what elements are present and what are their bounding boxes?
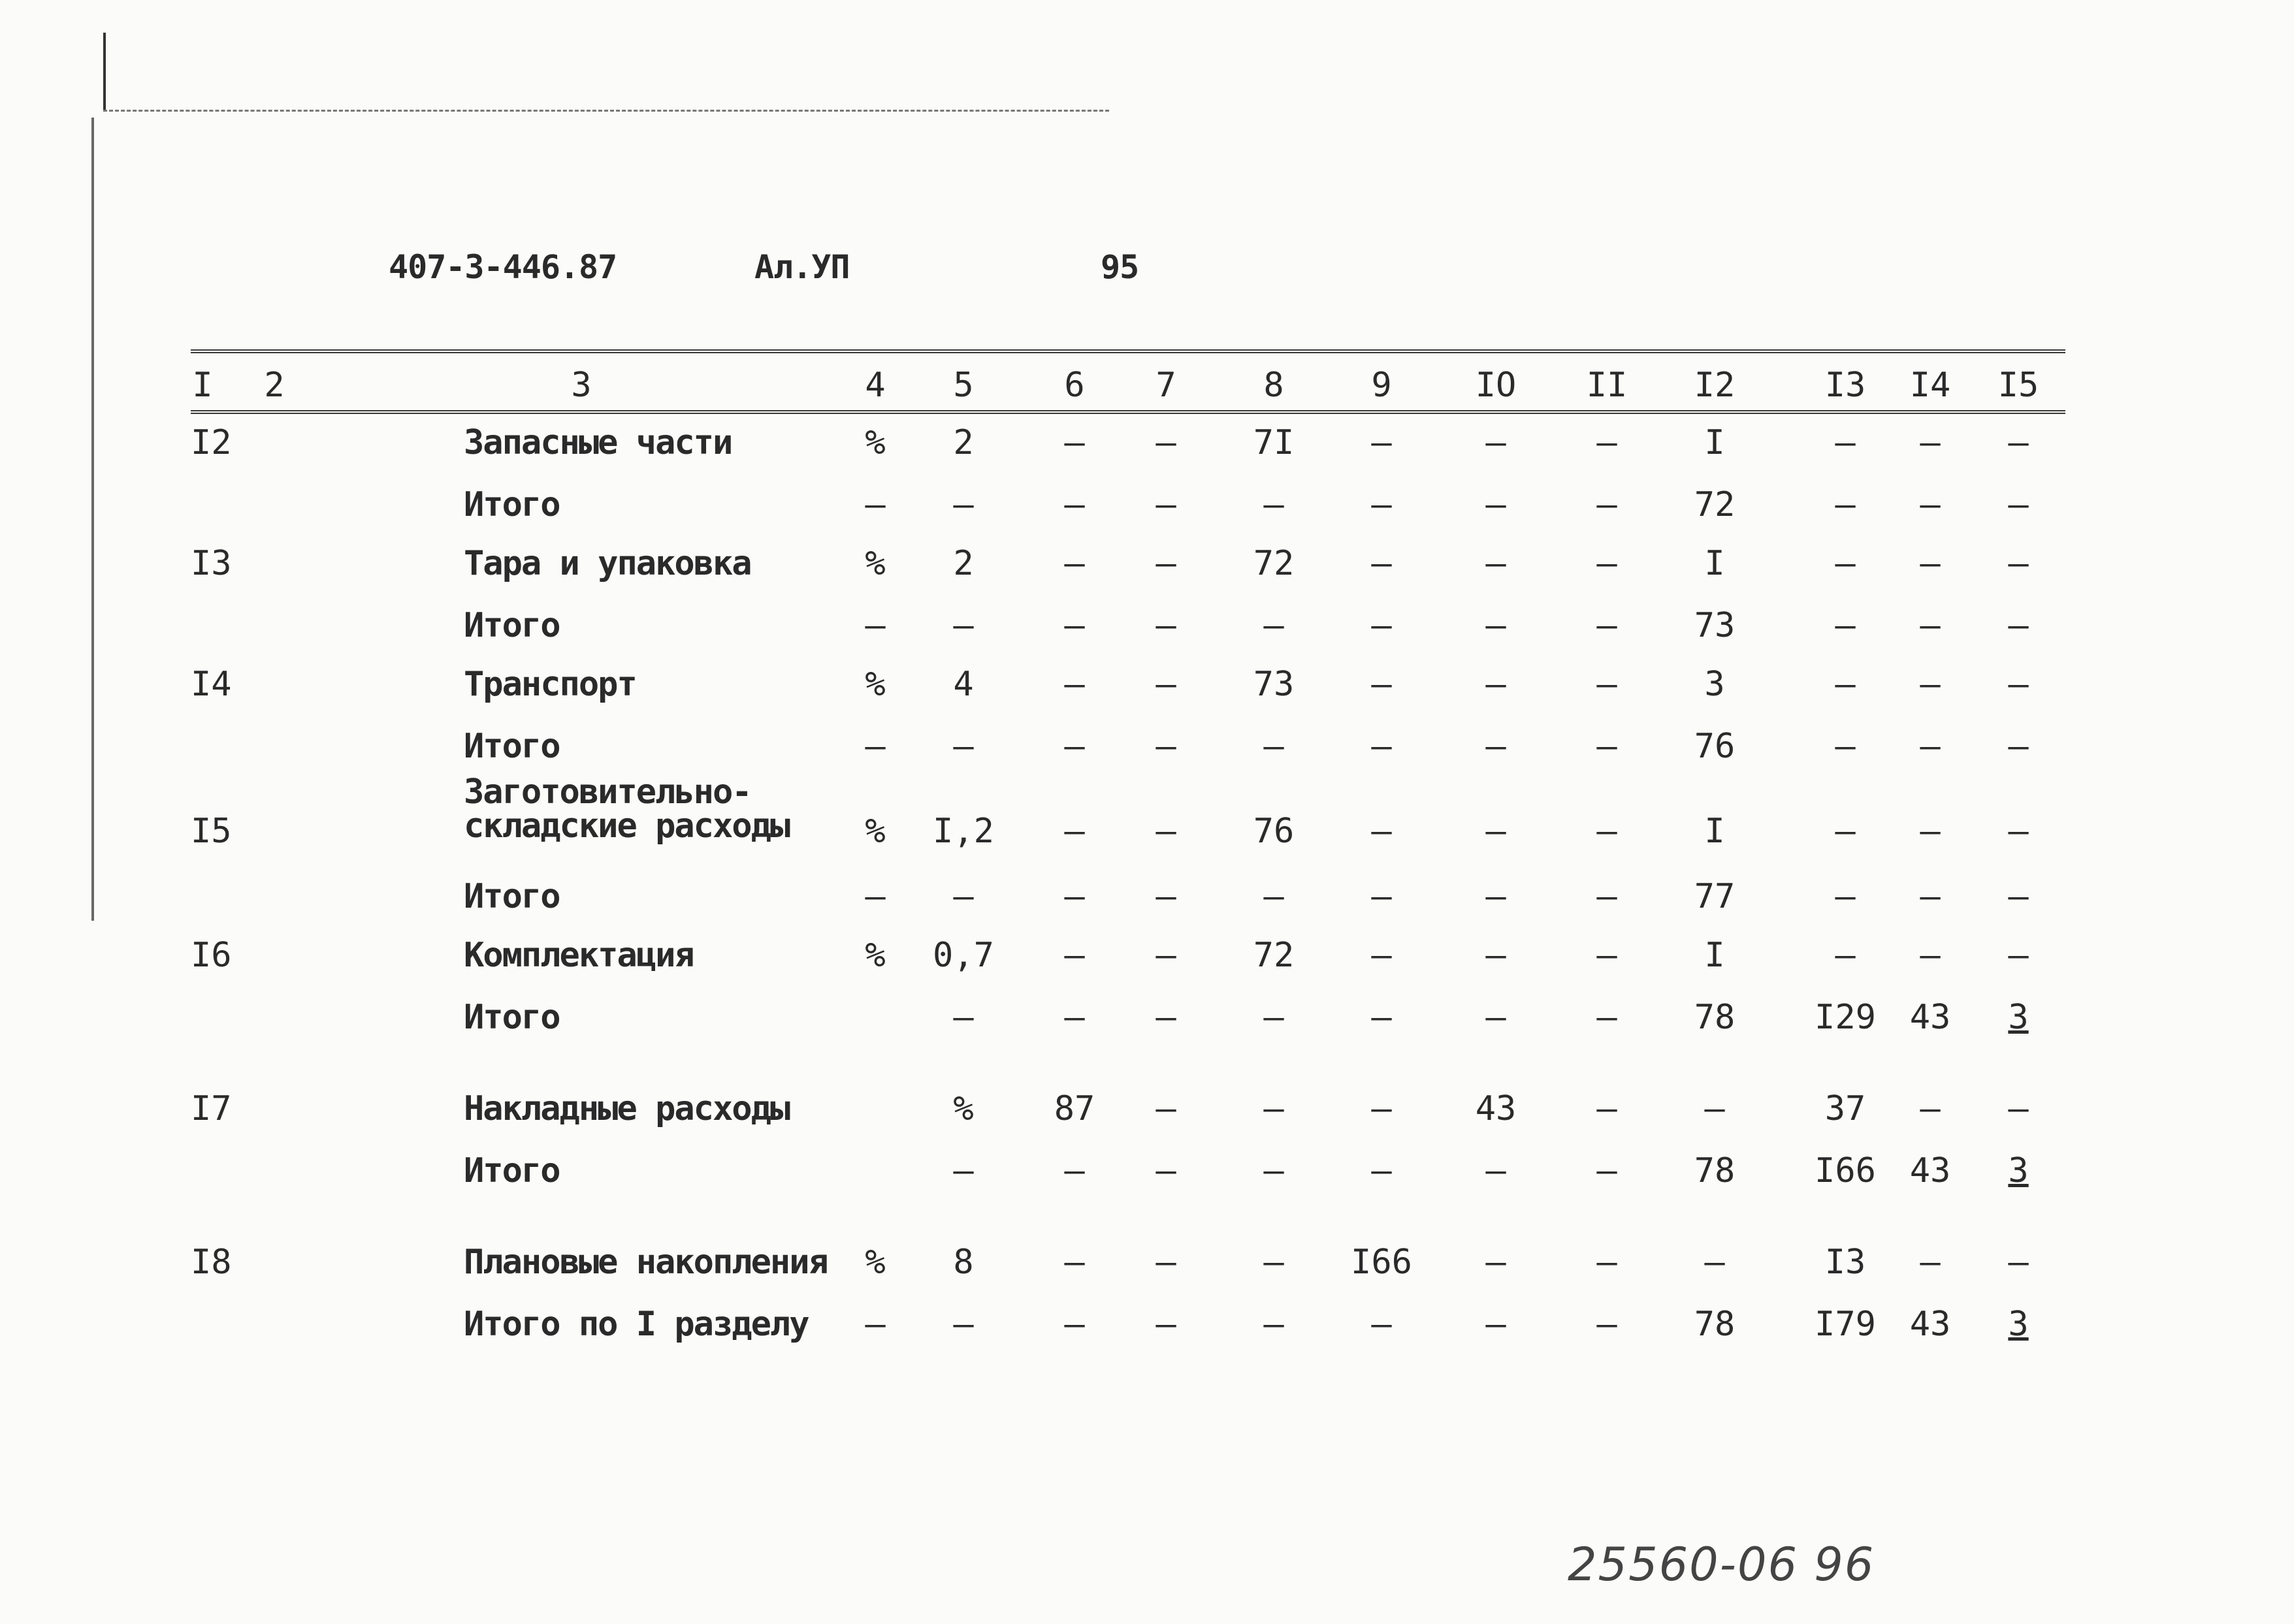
cell-r6-c4: % — [865, 812, 886, 851]
cell-r4-c7: – — [1155, 665, 1176, 704]
cell-r7-c15: – — [2008, 877, 2029, 916]
cell-r10-c13: 37 — [1824, 1089, 1866, 1128]
cell-r7-c14: – — [1920, 877, 1941, 916]
cell-r13-c8: – — [1263, 1305, 1284, 1344]
cell-r1-c10: – — [1485, 485, 1506, 524]
cell-r10-c7: – — [1155, 1089, 1176, 1128]
cell-r9-c7: – — [1155, 998, 1176, 1037]
cell-r4-c4: % — [865, 665, 886, 704]
page-number: 95 — [1101, 248, 1139, 286]
cell-r5-c9: – — [1371, 727, 1392, 766]
cell-r8-c14: – — [1920, 936, 1941, 975]
cell-r10-c5: % — [953, 1089, 974, 1128]
cell-r6-c1: I5 — [191, 812, 232, 851]
cell-r3-c8: – — [1263, 606, 1284, 645]
column-header-3: 3 — [571, 366, 592, 405]
column-header-8: 8 — [1263, 366, 1284, 405]
cell-r4-c5: 4 — [953, 665, 974, 704]
cell-r1-c15: – — [2008, 485, 2029, 524]
cell-r9-c3: Итого — [464, 998, 560, 1037]
cell-r2-c15: – — [2008, 544, 2029, 583]
binder-line-horizontal — [103, 110, 1109, 112]
cell-r6-c8: 76 — [1253, 812, 1295, 851]
cell-r10-c12: – — [1704, 1089, 1725, 1128]
cell-r0-c7: – — [1155, 423, 1176, 462]
cell-r9-c8: – — [1263, 998, 1284, 1037]
cell-r9-c15: 3 — [2008, 998, 2029, 1037]
cell-r12-c7: – — [1155, 1243, 1176, 1282]
cell-r7-c13: – — [1835, 877, 1856, 916]
cell-r0-c3: Запасные части — [464, 423, 732, 462]
cell-r9-c6: – — [1064, 998, 1085, 1037]
cell-r3-c7: – — [1155, 606, 1176, 645]
cell-r12-c3: Плановые накопления — [464, 1243, 828, 1282]
cell-r4-c1: I4 — [191, 665, 232, 704]
cell-r6-c14: – — [1920, 812, 1941, 851]
cell-r11-c3: Итого — [464, 1151, 560, 1190]
cell-r13-c15: 3 — [2008, 1305, 2029, 1344]
cell-r13-c12: 78 — [1694, 1305, 1736, 1344]
cell-r10-c10: 43 — [1475, 1089, 1517, 1128]
cell-r2-c12: I — [1704, 544, 1725, 583]
cell-r8-c1: I6 — [191, 936, 232, 975]
cell-r6-c13: – — [1835, 812, 1856, 851]
cell-r5-c7: – — [1155, 727, 1176, 766]
cell-r10-c6: 87 — [1054, 1089, 1095, 1128]
cell-r3-c11: – — [1596, 606, 1617, 645]
cell-r11-c12: 78 — [1694, 1151, 1736, 1190]
cell-r1-c12: 72 — [1694, 485, 1736, 524]
cell-r4-c12: 3 — [1704, 665, 1725, 704]
cell-r3-c3: Итого — [464, 606, 560, 645]
cell-r0-c10: – — [1485, 423, 1506, 462]
cell-r4-c13: – — [1835, 665, 1856, 704]
cell-r5-c13: – — [1835, 727, 1856, 766]
cell-r12-c12: – — [1704, 1243, 1725, 1282]
cell-r9-c12: 78 — [1694, 998, 1736, 1037]
column-header-7: 7 — [1155, 366, 1176, 405]
cell-r6-c3: Заготовительно- — [464, 772, 751, 812]
cell-r1-c14: – — [1920, 485, 1941, 524]
cell-r6-c6: – — [1064, 812, 1085, 851]
cell-r7-c7: – — [1155, 877, 1176, 916]
cell-r10-c11: – — [1596, 1089, 1617, 1128]
cell-r2-c9: – — [1371, 544, 1392, 583]
cell-r8-c15: – — [2008, 936, 2029, 975]
cell-r8-c10: – — [1485, 936, 1506, 975]
cell-r8-c8: 72 — [1253, 936, 1295, 975]
cell-r0-c11: – — [1596, 423, 1617, 462]
cell-r8-c4: % — [865, 936, 886, 975]
cell-r0-c15: – — [2008, 423, 2029, 462]
cell-r13-c14: 43 — [1909, 1305, 1951, 1344]
cell-r0-c9: – — [1371, 423, 1392, 462]
cell-r7-c10: – — [1485, 877, 1506, 916]
cell-r6-c11: – — [1596, 812, 1617, 851]
cell-r9-c13: I29 — [1815, 998, 1876, 1037]
cell-r13-c5: – — [953, 1305, 974, 1344]
cell-r7-c6: – — [1064, 877, 1085, 916]
cell-r1-c6: – — [1064, 485, 1085, 524]
cell-r6-c15: – — [2008, 812, 2029, 851]
cell-r13-c11: – — [1596, 1305, 1617, 1344]
cell-r3-c13: – — [1835, 606, 1856, 645]
cell-r6-c3b: складские расходы — [464, 806, 790, 846]
cell-r1-c7: – — [1155, 485, 1176, 524]
cell-r1-c9: – — [1371, 485, 1392, 524]
cell-r12-c14: – — [1920, 1243, 1941, 1282]
cell-r5-c12: 76 — [1694, 727, 1736, 766]
cell-r8-c9: – — [1371, 936, 1392, 975]
cell-r12-c4: % — [865, 1243, 886, 1282]
cell-r3-c5: – — [953, 606, 974, 645]
cell-r7-c3: Итого — [464, 877, 560, 916]
cell-r10-c8: – — [1263, 1089, 1284, 1128]
cell-r2-c6: – — [1064, 544, 1085, 583]
cell-r13-c13: I79 — [1815, 1305, 1876, 1344]
cell-r11-c10: – — [1485, 1151, 1506, 1190]
cell-r2-c11: – — [1596, 544, 1617, 583]
cell-r2-c1: I3 — [191, 544, 232, 583]
column-header-11: II — [1586, 366, 1628, 405]
cell-r11-c13: I66 — [1815, 1151, 1876, 1190]
cell-r13-c10: – — [1485, 1305, 1506, 1344]
cell-r11-c15: 3 — [2008, 1151, 2029, 1190]
cell-r12-c15: – — [2008, 1243, 2029, 1282]
cell-r0-c8: 7I — [1253, 423, 1295, 462]
table-header-rule — [191, 410, 2065, 414]
cell-r8-c5: 0,7 — [933, 936, 994, 975]
column-header-15: I5 — [1997, 366, 2039, 405]
cell-r9-c10: – — [1485, 998, 1506, 1037]
cell-r5-c10: – — [1485, 727, 1506, 766]
cell-r1-c8: – — [1263, 485, 1284, 524]
column-header-14: I4 — [1909, 366, 1951, 405]
cell-r5-c3: Итого — [464, 727, 560, 766]
cell-r1-c5: – — [953, 485, 974, 524]
cell-r9-c11: – — [1596, 998, 1617, 1037]
cell-r12-c10: – — [1485, 1243, 1506, 1282]
cell-r12-c5: 8 — [953, 1243, 974, 1282]
doc-code: 407-3-446.87 — [389, 248, 617, 286]
cell-r4-c10: – — [1485, 665, 1506, 704]
column-header-5: 5 — [953, 366, 974, 405]
cell-r4-c11: – — [1596, 665, 1617, 704]
cell-r6-c12: I — [1704, 812, 1725, 851]
cell-r7-c12: 77 — [1694, 877, 1736, 916]
cell-r4-c8: 73 — [1253, 665, 1295, 704]
cell-r8-c12: I — [1704, 936, 1725, 975]
cell-r11-c11: – — [1596, 1151, 1617, 1190]
cell-r13-c3: Итого по I разделу — [464, 1305, 809, 1344]
cell-r1-c13: – — [1835, 485, 1856, 524]
cell-r2-c5: 2 — [953, 544, 974, 583]
cell-r3-c9: – — [1371, 606, 1392, 645]
cell-r4-c15: – — [2008, 665, 2029, 704]
cell-r11-c5: – — [953, 1151, 974, 1190]
cell-r5-c15: – — [2008, 727, 2029, 766]
cell-r2-c14: – — [1920, 544, 1941, 583]
cell-r8-c13: – — [1835, 936, 1856, 975]
cell-r7-c9: – — [1371, 877, 1392, 916]
cell-r5-c8: – — [1263, 727, 1284, 766]
cell-r10-c1: I7 — [191, 1089, 232, 1128]
column-header-6: 6 — [1064, 366, 1085, 405]
cell-r12-c11: – — [1596, 1243, 1617, 1282]
cell-r10-c15: – — [2008, 1089, 2029, 1128]
cell-r7-c5: – — [953, 877, 974, 916]
cell-r12-c6: – — [1064, 1243, 1085, 1282]
cell-r0-c5: 2 — [953, 423, 974, 462]
cell-r5-c6: – — [1064, 727, 1085, 766]
cell-r2-c3: Тара и упаковка — [464, 544, 751, 583]
cell-r13-c6: – — [1064, 1305, 1085, 1344]
handwritten-archive-number: 25560-06 96 — [1568, 1538, 1875, 1591]
cell-r12-c9: I66 — [1351, 1243, 1412, 1282]
cell-r2-c10: – — [1485, 544, 1506, 583]
cell-r3-c6: – — [1064, 606, 1085, 645]
cell-r12-c13: I3 — [1824, 1243, 1866, 1282]
cell-r9-c9: – — [1371, 998, 1392, 1037]
cell-r3-c4: – — [865, 606, 886, 645]
cell-r4-c14: – — [1920, 665, 1941, 704]
album-label: Ал.УП — [754, 248, 850, 286]
cell-r5-c5: – — [953, 727, 974, 766]
cell-r0-c13: – — [1835, 423, 1856, 462]
cell-r2-c8: 72 — [1253, 544, 1295, 583]
cell-r11-c14: 43 — [1909, 1151, 1951, 1190]
cell-r7-c11: – — [1596, 877, 1617, 916]
cell-r10-c3: Накладные расходы — [464, 1089, 790, 1128]
cell-r12-c1: I8 — [191, 1243, 232, 1282]
cell-r3-c12: 73 — [1694, 606, 1736, 645]
cell-r8-c3: Комплектация — [464, 936, 694, 975]
cell-r6-c9: – — [1371, 812, 1392, 851]
cell-r1-c4: – — [865, 485, 886, 524]
cell-r5-c11: – — [1596, 727, 1617, 766]
cell-r0-c14: – — [1920, 423, 1941, 462]
cell-r7-c8: – — [1263, 877, 1284, 916]
cell-r2-c13: – — [1835, 544, 1856, 583]
cell-r2-c4: % — [865, 544, 886, 583]
column-header-10: IO — [1475, 366, 1517, 405]
cell-r13-c7: – — [1155, 1305, 1176, 1344]
cell-r3-c10: – — [1485, 606, 1506, 645]
cell-r0-c4: % — [865, 423, 886, 462]
cell-r3-c15: – — [2008, 606, 2029, 645]
table-top-rule — [191, 349, 2065, 353]
cell-r13-c9: – — [1371, 1305, 1392, 1344]
column-header-2: 2 — [264, 366, 285, 405]
cell-r9-c5: – — [953, 998, 974, 1037]
cell-r12-c8: – — [1263, 1243, 1284, 1282]
cell-r11-c9: – — [1371, 1151, 1392, 1190]
cell-r7-c4: – — [865, 877, 886, 916]
binder-line-vertical-left — [91, 118, 94, 921]
column-header-1: I — [192, 366, 213, 405]
cell-r11-c6: – — [1064, 1151, 1085, 1190]
cell-r0-c6: – — [1064, 423, 1085, 462]
cell-r6-c10: – — [1485, 812, 1506, 851]
cell-r10-c14: – — [1920, 1089, 1941, 1128]
column-header-13: I3 — [1824, 366, 1866, 405]
cell-r3-c14: – — [1920, 606, 1941, 645]
cell-r1-c11: – — [1596, 485, 1617, 524]
cell-r5-c4: – — [865, 727, 886, 766]
cell-r8-c6: – — [1064, 936, 1085, 975]
cell-r4-c6: – — [1064, 665, 1085, 704]
cell-r8-c7: – — [1155, 936, 1176, 975]
cell-r11-c8: – — [1263, 1151, 1284, 1190]
cell-r4-c3: Транспорт — [464, 665, 636, 704]
cell-r9-c14: 43 — [1909, 998, 1951, 1037]
column-header-12: I2 — [1694, 366, 1736, 405]
cell-r6-c5: I,2 — [933, 812, 994, 851]
cell-r0-c1: I2 — [191, 423, 232, 462]
cell-r11-c7: – — [1155, 1151, 1176, 1190]
cell-r5-c14: – — [1920, 727, 1941, 766]
cell-r4-c9: – — [1371, 665, 1392, 704]
cell-r10-c9: – — [1371, 1089, 1392, 1128]
cell-r8-c11: – — [1596, 936, 1617, 975]
cell-r1-c3: Итого — [464, 485, 560, 524]
binder-line-vertical — [103, 33, 106, 111]
cell-r6-c7: – — [1155, 812, 1176, 851]
column-header-9: 9 — [1371, 366, 1392, 405]
cell-r13-c4: – — [865, 1305, 886, 1344]
column-header-4: 4 — [865, 366, 886, 405]
cell-r2-c7: – — [1155, 544, 1176, 583]
cell-r0-c12: I — [1704, 423, 1725, 462]
